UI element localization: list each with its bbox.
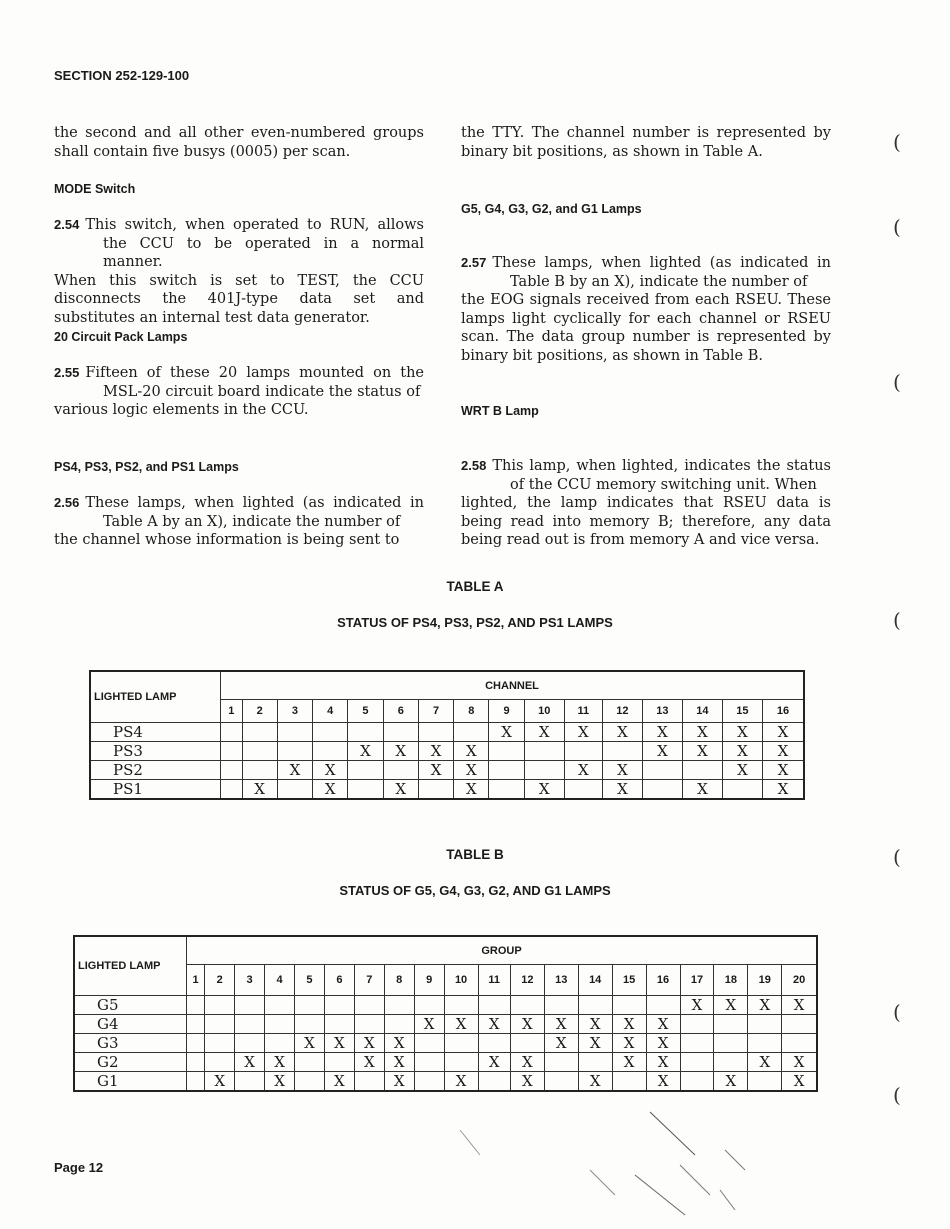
status-cell: X (383, 780, 418, 800)
column-number: 4 (313, 700, 348, 723)
status-cell (544, 1072, 578, 1092)
status-cell: X (762, 780, 804, 800)
ps-lamps-heading: PS4, PS3, PS2, and PS1 Lamps (54, 460, 239, 474)
status-cell (489, 742, 524, 761)
status-cell: X (722, 761, 762, 780)
margin-mark: ( (893, 130, 901, 154)
column-number: 17 (680, 965, 714, 996)
status-cell (383, 723, 418, 742)
status-cell: X (384, 1072, 414, 1092)
status-cell: X (762, 742, 804, 761)
status-cell (478, 1034, 510, 1053)
table-row (74, 1053, 817, 1072)
status-cell (444, 996, 478, 1015)
lighted-lamp-header: LIGHTED LAMP (90, 671, 221, 723)
status-cell (205, 1015, 235, 1034)
status-cell (324, 996, 354, 1015)
left-intro-paragraph: the second and all other even-numbered groups shall contain five busys (0005) per scan. (54, 125, 424, 160)
status-cell (187, 1015, 205, 1034)
status-cell: X (782, 1072, 817, 1092)
column-number: 13 (544, 965, 578, 996)
status-cell: X (265, 1072, 295, 1092)
column-number: 3 (277, 700, 312, 723)
column-number: 2 (205, 965, 235, 996)
table-b-caption: TABLE B (446, 847, 504, 862)
table-row (90, 761, 804, 780)
status-cell (418, 723, 453, 742)
status-cell (313, 723, 348, 742)
status-cell: X (324, 1034, 354, 1053)
status-cell (414, 1053, 444, 1072)
group-header: GROUP (187, 936, 818, 965)
lamp-label: PS1 (90, 780, 221, 800)
status-cell: X (265, 1053, 295, 1072)
status-cell: X (612, 1034, 646, 1053)
column-number: 1 (221, 700, 243, 723)
status-cell (295, 1072, 325, 1092)
table-row (74, 1034, 817, 1053)
column-number: 6 (383, 700, 418, 723)
column-number: 1 (187, 965, 205, 996)
paragraph-number: 2.56 (54, 495, 80, 510)
status-cell (235, 1015, 265, 1034)
column-number: 5 (348, 700, 383, 723)
table-b-subtitle: STATUS OF G5, G4, G3, G2, AND G1 LAMPS (339, 883, 611, 898)
status-cell (348, 761, 383, 780)
paragraph-text: Fifteen of these 20 lamps mounted on the MSL-20 circuit board indicate the status of (85, 365, 424, 400)
margin-mark: ( (893, 1083, 901, 1107)
status-cell (354, 1015, 384, 1034)
status-cell (478, 996, 510, 1015)
margin-mark: ( (893, 845, 901, 869)
mode-switch-heading: MODE Switch (54, 182, 136, 196)
status-cell: X (454, 742, 489, 761)
paragraph-text: various logic elements in the CCU. (54, 402, 309, 418)
status-cell: X (748, 1053, 782, 1072)
column-number: 14 (682, 700, 722, 723)
status-cell: X (383, 742, 418, 761)
status-cell (187, 1053, 205, 1072)
paragraph-text: When this switch is set to TEST, the CCU disconnects the 401J-type data set and substitutes an internal test data generator. (54, 272, 424, 326)
column-number: 18 (714, 965, 748, 996)
status-cell (348, 723, 383, 742)
status-cell (187, 1034, 205, 1053)
status-cell (642, 761, 682, 780)
status-cell (354, 996, 384, 1015)
lamp-label: G2 (74, 1053, 187, 1072)
status-cell: X (384, 1053, 414, 1072)
margin-mark: ( (893, 215, 901, 239)
status-cell: X (748, 996, 782, 1015)
status-cell (602, 742, 642, 761)
status-cell (295, 1015, 325, 1034)
lamp-label: G3 (74, 1034, 187, 1053)
status-cell (414, 996, 444, 1015)
paragraph-2-54 (54, 216, 424, 327)
status-cell: X (642, 723, 682, 742)
status-cell: X (348, 742, 383, 761)
paragraph-2-58 (461, 457, 831, 550)
column-number: 3 (235, 965, 265, 996)
status-cell (221, 761, 243, 780)
status-cell (277, 780, 312, 800)
group-header: CHANNEL (221, 671, 805, 700)
table-row (74, 1072, 817, 1092)
column-number: 12 (602, 700, 642, 723)
paragraph-2-57 (461, 254, 831, 365)
paragraph-number: 2.58 (461, 458, 487, 473)
status-cell: X (578, 1072, 612, 1092)
status-cell (235, 996, 265, 1015)
status-cell: X (642, 742, 682, 761)
status-cell: X (680, 996, 714, 1015)
status-cell (680, 1072, 714, 1092)
status-cell (454, 723, 489, 742)
status-cell (205, 1034, 235, 1053)
status-cell: X (242, 780, 277, 800)
status-cell: X (478, 1053, 510, 1072)
status-cell (414, 1072, 444, 1092)
circuit-pack-lamps-heading: 20 Circuit Pack Lamps (54, 330, 188, 344)
column-number: 9 (489, 700, 524, 723)
status-cell (489, 780, 524, 800)
column-number: 8 (384, 965, 414, 996)
status-cell (510, 996, 544, 1015)
status-cell (510, 1034, 544, 1053)
status-cell (242, 761, 277, 780)
status-cell (714, 1053, 748, 1072)
status-cell: X (454, 761, 489, 780)
status-cell (242, 742, 277, 761)
paragraph-text: the channel whose information is being sent to (54, 532, 400, 548)
table-row (90, 742, 804, 761)
status-cell (748, 1034, 782, 1053)
status-cell: X (646, 1053, 680, 1072)
status-cell (221, 742, 243, 761)
status-cell (564, 742, 602, 761)
column-number: 2 (242, 700, 277, 723)
status-cell (646, 996, 680, 1015)
status-cell: X (578, 1015, 612, 1034)
status-cell: X (524, 780, 564, 800)
status-cell (612, 1072, 646, 1092)
status-cell: X (510, 1015, 544, 1034)
status-cell (524, 742, 564, 761)
status-cell: X (646, 1015, 680, 1034)
column-number: 10 (524, 700, 564, 723)
status-cell: X (782, 1053, 817, 1072)
status-cell (265, 996, 295, 1015)
column-number: 11 (478, 965, 510, 996)
lamp-label: PS3 (90, 742, 221, 761)
status-cell: X (564, 723, 602, 742)
status-cell: X (544, 1034, 578, 1053)
lamp-label: PS2 (90, 761, 221, 780)
status-cell (748, 1015, 782, 1034)
table-b (73, 935, 818, 1092)
status-cell (235, 1034, 265, 1053)
status-cell (384, 996, 414, 1015)
status-cell (384, 1015, 414, 1034)
status-cell (489, 761, 524, 780)
paragraph-number: 2.57 (461, 255, 487, 270)
column-number: 10 (444, 965, 478, 996)
margin-mark: ( (893, 1000, 901, 1024)
status-cell (444, 1053, 478, 1072)
status-cell (564, 780, 602, 800)
paragraph-2-56 (54, 494, 424, 550)
status-cell (680, 1053, 714, 1072)
status-cell (478, 1072, 510, 1092)
status-cell: X (646, 1072, 680, 1092)
column-number: 15 (722, 700, 762, 723)
paragraph-text: This switch, when operated to RUN, allows the CCU to be operated in a normal manner. (85, 217, 424, 270)
status-cell: X (682, 742, 722, 761)
status-cell (612, 996, 646, 1015)
column-number: 6 (324, 965, 354, 996)
column-number: 16 (762, 700, 804, 723)
status-cell: X (277, 761, 312, 780)
status-cell: X (354, 1053, 384, 1072)
column-number: 14 (578, 965, 612, 996)
status-cell: X (782, 996, 817, 1015)
status-cell: X (564, 761, 602, 780)
status-cell (221, 723, 243, 742)
status-cell: X (418, 742, 453, 761)
column-number: 11 (564, 700, 602, 723)
status-cell (714, 1034, 748, 1053)
status-cell (682, 761, 722, 780)
status-cell: X (414, 1015, 444, 1034)
status-cell (205, 1053, 235, 1072)
status-cell (205, 996, 235, 1015)
g-lamps-heading: G5, G4, G3, G2, and G1 Lamps (461, 202, 642, 216)
column-number: 8 (454, 700, 489, 723)
column-number: 13 (642, 700, 682, 723)
status-cell: X (235, 1053, 265, 1072)
status-cell: X (722, 723, 762, 742)
status-cell: X (524, 723, 564, 742)
status-cell (277, 723, 312, 742)
status-cell: X (612, 1053, 646, 1072)
status-cell (265, 1015, 295, 1034)
column-number: 15 (612, 965, 646, 996)
column-number: 9 (414, 965, 444, 996)
status-cell (354, 1072, 384, 1092)
status-cell (524, 761, 564, 780)
status-cell: X (489, 723, 524, 742)
status-cell: X (762, 723, 804, 742)
status-cell: X (682, 780, 722, 800)
status-cell (187, 1072, 205, 1092)
status-cell: X (205, 1072, 235, 1092)
status-cell (235, 1072, 265, 1092)
table-row (90, 723, 804, 742)
status-cell: X (682, 723, 722, 742)
column-number: 19 (748, 965, 782, 996)
status-cell: X (510, 1053, 544, 1072)
status-cell: X (612, 1015, 646, 1034)
status-cell: X (646, 1034, 680, 1053)
status-cell (544, 1053, 578, 1072)
status-cell (578, 996, 612, 1015)
status-cell: X (444, 1072, 478, 1092)
status-cell (578, 1053, 612, 1072)
paragraph-text: lighted, the lamp indicates that RSEU data is being read into memory B; therefore, any data being read out is from memory A and vice versa. (461, 495, 831, 548)
status-cell: X (313, 780, 348, 800)
status-cell: X (354, 1034, 384, 1053)
status-cell: X (602, 723, 642, 742)
column-number: 4 (265, 965, 295, 996)
status-cell: X (714, 1072, 748, 1092)
table-a-subtitle: STATUS OF PS4, PS3, PS2, AND PS1 LAMPS (337, 615, 613, 630)
status-cell: X (722, 742, 762, 761)
lighted-lamp-header: LIGHTED LAMP (74, 936, 187, 996)
column-number: 20 (782, 965, 817, 996)
status-cell (295, 996, 325, 1015)
status-cell (782, 1015, 817, 1034)
status-cell: X (313, 761, 348, 780)
margin-mark: ( (893, 370, 901, 394)
status-cell (277, 742, 312, 761)
column-number: 16 (646, 965, 680, 996)
scratch-marks (440, 1110, 760, 1220)
status-cell (295, 1053, 325, 1072)
lamp-label: G1 (74, 1072, 187, 1092)
status-cell (324, 1015, 354, 1034)
column-number: 12 (510, 965, 544, 996)
status-cell (680, 1015, 714, 1034)
status-cell (418, 780, 453, 800)
status-cell (221, 780, 243, 800)
status-cell (680, 1034, 714, 1053)
status-cell (265, 1034, 295, 1053)
paragraph-text: These lamps, when lighted (as indicated in Table B by an X), indicate the number of (492, 255, 831, 290)
status-cell: X (762, 761, 804, 780)
status-cell: X (714, 996, 748, 1015)
status-cell (714, 1015, 748, 1034)
paragraph-text: These lamps, when lighted (as indicated in Table A by an X), indicate the number of (85, 495, 424, 530)
status-cell (642, 780, 682, 800)
status-cell: X (324, 1072, 354, 1092)
page-number: Page 12 (54, 1160, 104, 1175)
status-cell: X (602, 761, 642, 780)
table-row (74, 996, 817, 1015)
section-header: SECTION 252-129-100 (54, 68, 190, 83)
paragraph-text: This lamp, when lighted, indicates the status of the CCU memory switching unit. When (492, 458, 831, 493)
column-number: 7 (354, 965, 384, 996)
status-cell (324, 1053, 354, 1072)
status-cell: X (478, 1015, 510, 1034)
status-cell (444, 1034, 478, 1053)
status-cell (722, 780, 762, 800)
status-cell (348, 780, 383, 800)
column-number: 5 (295, 965, 325, 996)
status-cell: X (444, 1015, 478, 1034)
table-a-caption: TABLE A (446, 579, 504, 594)
right-intro-paragraph: the TTY. The channel number is represented by binary bit positions, as shown in Table A. (461, 125, 831, 160)
paragraph-text: the EOG signals received from each RSEU. These lamps light cyclically for each channel or RSEU scan. The data group number is represented by binary bit positions, as shown in Table B. (461, 292, 831, 364)
table-row (74, 1015, 817, 1034)
table-row (90, 780, 804, 800)
status-cell: X (578, 1034, 612, 1053)
status-cell (782, 1034, 817, 1053)
status-cell: X (418, 761, 453, 780)
status-cell (187, 996, 205, 1015)
lamp-label: G5 (74, 996, 187, 1015)
status-cell (748, 1072, 782, 1092)
status-cell: X (602, 780, 642, 800)
status-cell (544, 996, 578, 1015)
status-cell: X (510, 1072, 544, 1092)
status-cell: X (384, 1034, 414, 1053)
table-a (89, 670, 805, 800)
status-cell (313, 742, 348, 761)
status-cell (242, 723, 277, 742)
paragraph-number: 2.55 (54, 365, 80, 380)
lamp-label: G4 (74, 1015, 187, 1034)
wrt-b-lamp-heading: WRT B Lamp (461, 404, 539, 418)
column-number: 7 (418, 700, 453, 723)
lamp-label: PS4 (90, 723, 221, 742)
margin-mark: ( (893, 608, 901, 632)
status-cell: X (295, 1034, 325, 1053)
paragraph-number: 2.54 (54, 217, 80, 232)
status-cell: X (454, 780, 489, 800)
paragraph-2-55 (54, 364, 424, 420)
status-cell (414, 1034, 444, 1053)
status-cell (383, 761, 418, 780)
status-cell: X (544, 1015, 578, 1034)
